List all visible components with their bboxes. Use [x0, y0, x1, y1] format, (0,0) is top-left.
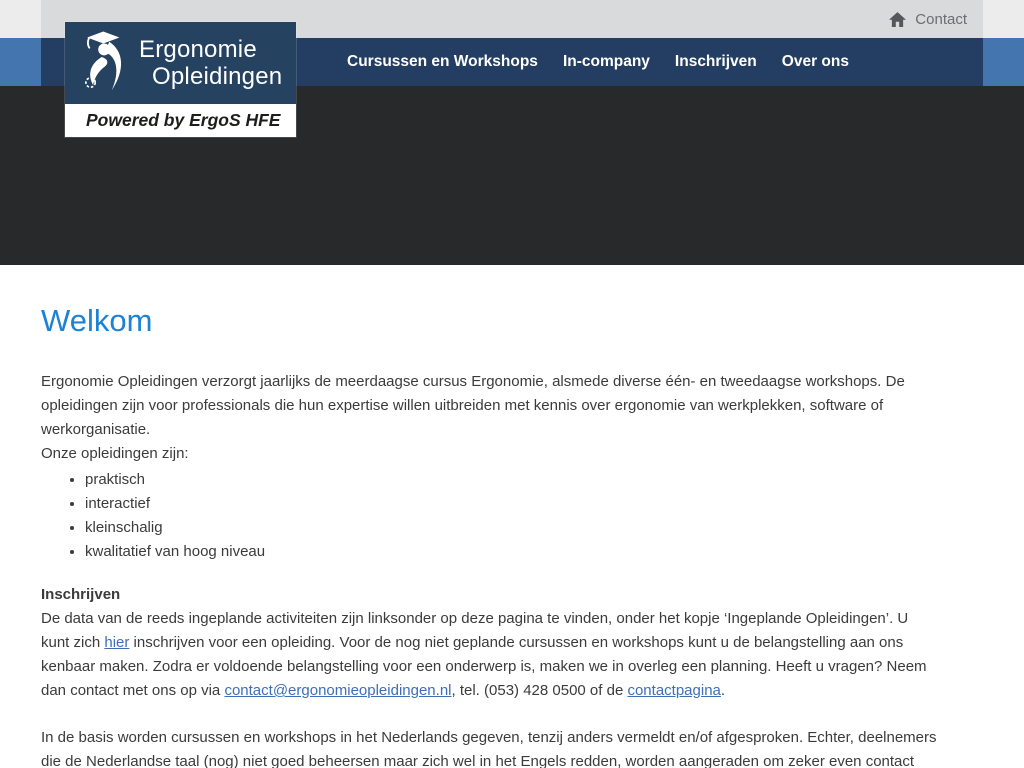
qualities-list: [41, 468, 983, 564]
inschrijven-heading: Inschrijven: [41, 586, 121, 603]
nav-item-over-ons[interactable]: Over ons: [781, 53, 849, 70]
inschrijven-paragraph: [41, 607, 983, 703]
email-link[interactable]: contact@ergonomieopleidingen.nl: [224, 682, 452, 699]
site-logo[interactable]: [65, 22, 296, 137]
list-item: • praktisch: [85, 468, 983, 492]
nav-menu: [347, 53, 849, 71]
home-icon[interactable]: [889, 12, 906, 27]
inschrijven-line-2: kunt zich hier inschrijven voor een opleiding. Voor de nog niet geplande cursussen en workshops kunt u de belangstelling aan ons: [41, 634, 904, 651]
language-line-2: die de Nederlandse taal (nog) niet goed beheersen maar zich wel in het Engels redden, worden aangeraden om zeker even contact: [41, 753, 915, 768]
intro-line-3: werkorganisatie.: [41, 421, 151, 438]
ergonomie-figure-icon: [79, 29, 131, 97]
logo-top-panel: [65, 22, 296, 104]
list-item: • kleinschalig: [85, 516, 983, 540]
main-content: [0, 265, 1024, 768]
inschrijven-line-4: dan contact met ons op via contact@ergonomieopleidingen.nl, tel. (053) 428 0500 of de contactpagina.: [41, 682, 726, 699]
list-item: • interactief: [85, 492, 983, 516]
nav-item-in-company[interactable]: In-company: [562, 53, 650, 70]
language-paragraph: [41, 726, 983, 768]
intro-line-2: opleidingen zijn voor professionals die hun expertise willen uitbreiden met kennis over ergonomie van werkplekken, software of: [41, 397, 884, 414]
language-line-1: In de basis worden cursussen en workshops in het Nederlands gegeven, tenzij anders vermeldt en/of afgesproken. Echter, deelnemers: [41, 729, 937, 746]
inschrijven-line-3: kenbaar maken. Zodra er voldoende belangstelling voor een onderwerp is, maken we in overleg een planning. Heeft u vragen? Neem: [41, 658, 927, 675]
intro-paragraph: [41, 370, 983, 466]
logo-title: [139, 36, 282, 90]
intro-line-1: Ergonomie Opleidingen verzorgt jaarlijks de meerdaagse cursus Ergonomie, alsmede diverse één- en tweedaagse workshops. De: [41, 373, 905, 390]
inschrijven-line-1: De data van de reeds ingeplande activiteiten zijn linksonder op deze pagina te vinden, onder het kopje ‘Ingeplande Opleidingen’. U: [41, 610, 909, 627]
nav-item-inschrijven[interactable]: Inschrijven: [674, 53, 757, 70]
contact-link[interactable]: [889, 11, 967, 28]
list-item: • kwalitatief van hoog niveau: [85, 540, 983, 564]
nav-item-cursussen-en-workshops[interactable]: Cursussen en Workshops: [347, 53, 538, 70]
page-title: Welkom: [41, 303, 153, 338]
hier-link[interactable]: hier: [104, 634, 130, 651]
logo-tagline: Powered by ErgoS HFE: [86, 110, 281, 130]
intro-line-4: Onze opleidingen zijn:: [41, 445, 189, 462]
contact-link-label[interactable]: Contact: [915, 10, 967, 28]
contactpagina-link[interactable]: contactpagina: [627, 682, 721, 699]
logo-title-line1: Ergonomie: [139, 36, 257, 63]
logo-title-line2: Opleidingen: [152, 63, 283, 90]
logo-tagline-strip: [65, 104, 296, 137]
